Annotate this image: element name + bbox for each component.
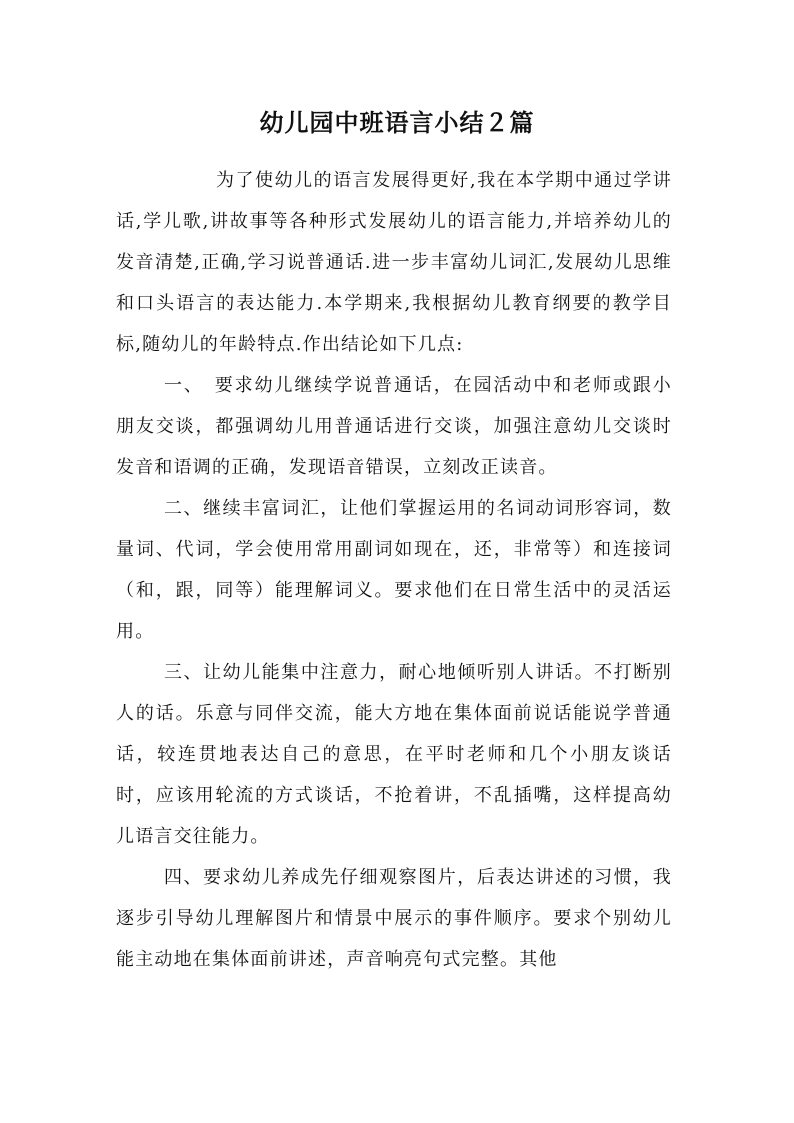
paragraph-point-4: 四、要求幼儿养成先仔细观察图片，后表达讲述的习惯，我逐步引导幼儿理解图片和情景中展示的事件顺序。要求个别幼儿能主动地在集体面前讲述，声音响亮句式完整。其他 [116, 867, 672, 970]
paragraph-point-1: 一、 要求幼儿继续学说普通话，在园活动中和老师或跟小朋友交谈，都强调幼儿用普通话进行交谈，加强注意幼儿交谈时发音和语调的正确，发现语音错误，立刻改正读音。 [116, 375, 672, 478]
paragraph-point-2: 二、继续丰富词汇，让他们掌握运用的名词动词形容词，数量词、代词，学会使用常用副词如现在，还，非常等）和连接词（和，跟，同等）能理解词义。要求他们在日常生活中的灵活运用。 [116, 498, 672, 642]
paragraph-intro: 为了使幼儿的语言发展得更好,我在本学期中通过学讲话,学儿歌,讲故事等各种形式发展幼儿的语言能力,并培养幼儿的发音清楚,正确,学习说普通话.进一步丰富幼儿词汇,发展幼儿思维和口头语言的表达能力.本学期来,我根据幼儿教育纲要的教学目标,随幼儿的年龄特点.作出结论如下几点: [116, 170, 672, 355]
document-title: 幼儿园中班语言小结２篇 [259, 109, 535, 137]
document-body [116, 160, 672, 980]
paragraph-point-3: 三、让幼儿能集中注意力，耐心地倾听别人讲话。不打断别人的话。乐意与同伴交流，能大方地在集体面前说话能说学普通话，较连贯地表达自己的意思，在平时老师和几个小朋友谈话时，应该用轮流的方式谈话，不抢着讲，不乱插嘴，这样提高幼儿语言交往能力。 [116, 662, 672, 847]
